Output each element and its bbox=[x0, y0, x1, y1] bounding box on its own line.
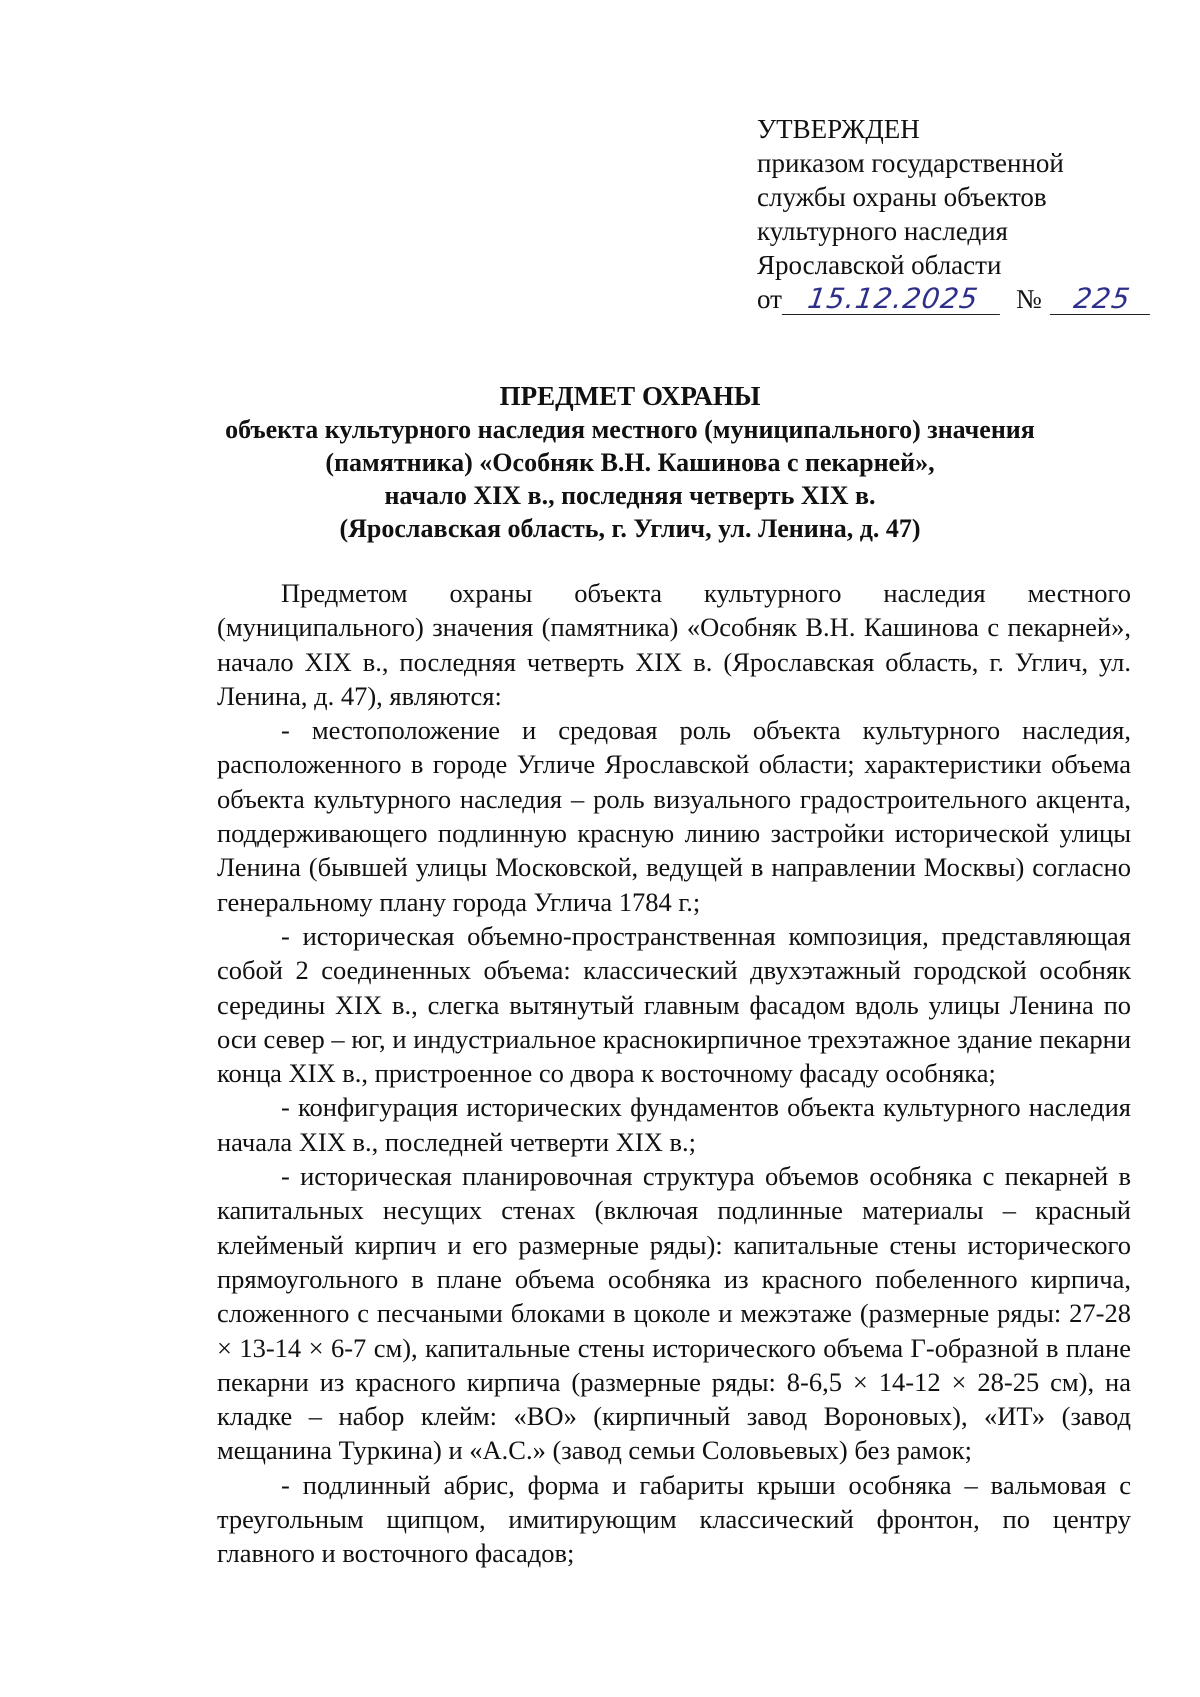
body-paragraph: - местоположение и средовая роль объекта культурного наследия, расположенного в городе Угличе Ярославской области; характеристики объема объекта культурного наследия – роль визуального градостроительного акцента, поддерживающего подлинную красную линию застройки исторической улицы Ленина (бывшей улицы Московской, ведущей в направлении Москвы) согласно генеральному плану города Углича 1784 г.; bbox=[217, 715, 1131, 917]
order-date-number-line bbox=[757, 282, 1157, 316]
title-line: (Ярославская область, г. Углич, ул. Ленина, д. 47) bbox=[339, 514, 921, 543]
approval-line: Ярославской области bbox=[757, 250, 1002, 280]
approval-line: культурного наследия bbox=[757, 216, 1008, 246]
approval-stamp-block bbox=[757, 112, 1157, 316]
document-body bbox=[217, 576, 1131, 1571]
title-line: (памятника) «Особняк В.Н. Кашинова с пекарней», bbox=[325, 448, 935, 477]
title-line: начало XIX в., последняя четверть XIX в. bbox=[384, 481, 876, 510]
body-paragraph: - конфигурация исторических фундаментов объекта культурного наследия начала XIX в., последней четверти XIX в.; bbox=[217, 1092, 1131, 1157]
title-line: объекта культурного наследия местного (муниципального) значения bbox=[225, 415, 1035, 444]
document-title-block bbox=[190, 380, 1070, 545]
approval-line: службы охраны объектов bbox=[757, 182, 1047, 212]
number-label: № bbox=[1015, 284, 1042, 314]
body-paragraph: - историческая объемно-пространственная композиция, представляющая собой 2 соединенных объема: классический двухэтажный городской особняк середины XIX в., слегка вытянутый главным фасадом вдоль улицы Ленина по оси север – юг, и индустриальное краснокирпичное трехэтажное здание пекарни конца XIX в., пристроенное со двора к восточному фасаду особняка; bbox=[217, 920, 1131, 1089]
document-title: ПРЕДМЕТ ОХРАНЫ bbox=[499, 381, 761, 411]
body-paragraph: Предметом охраны объекта культурного наследия местного (муниципального) значения (памятника) «Особняк В.Н. Кашинова с пекарней», начало XIX в., последняя четверть XIX в. (Ярославская область, г. Углич, ул. Ленина, д. 47), являются: bbox=[217, 578, 1131, 711]
body-paragraph: - подлинный абрис, форма и габариты крыши особняка – вальмовая с треугольным щипцом, имитирующим классический фронтон, по центру главного и восточного фасадов; bbox=[217, 1469, 1131, 1569]
approval-heading: УТВЕРЖДЕН bbox=[757, 114, 920, 144]
handwritten-number: 225 bbox=[1050, 284, 1154, 315]
body-paragraph: - историческая планировочная структура объемов особняка с пекарней в капитальных несущих стенах (включая подлинные материалы – красный клейменый кирпич и его размерные ряды): капитальные стены исторического прямоугольного в плане объема особняка из красного побеленного кирпича, сложенного с песчаными блоками в цоколе и межэтаже (размерные ряды: 27-28 × 13-14 × 6-7 см), капитальные стены исторического объема Г-образной в плане пекарни из красного кирпича (размерные ряды: 8-6,5 × 14-12 × 28-25 см), на кладке – набор клейм: «ВО» (кирпичный завод Вороновых), «ИТ» (завод мещанина Туркина) и «А.С.» (завод семьи Соловьевых) без рамок; bbox=[217, 1161, 1131, 1466]
approval-line: приказом государственной bbox=[757, 148, 1064, 178]
from-label: от bbox=[757, 284, 782, 314]
handwritten-date: 15.12.2025 bbox=[782, 284, 1004, 315]
